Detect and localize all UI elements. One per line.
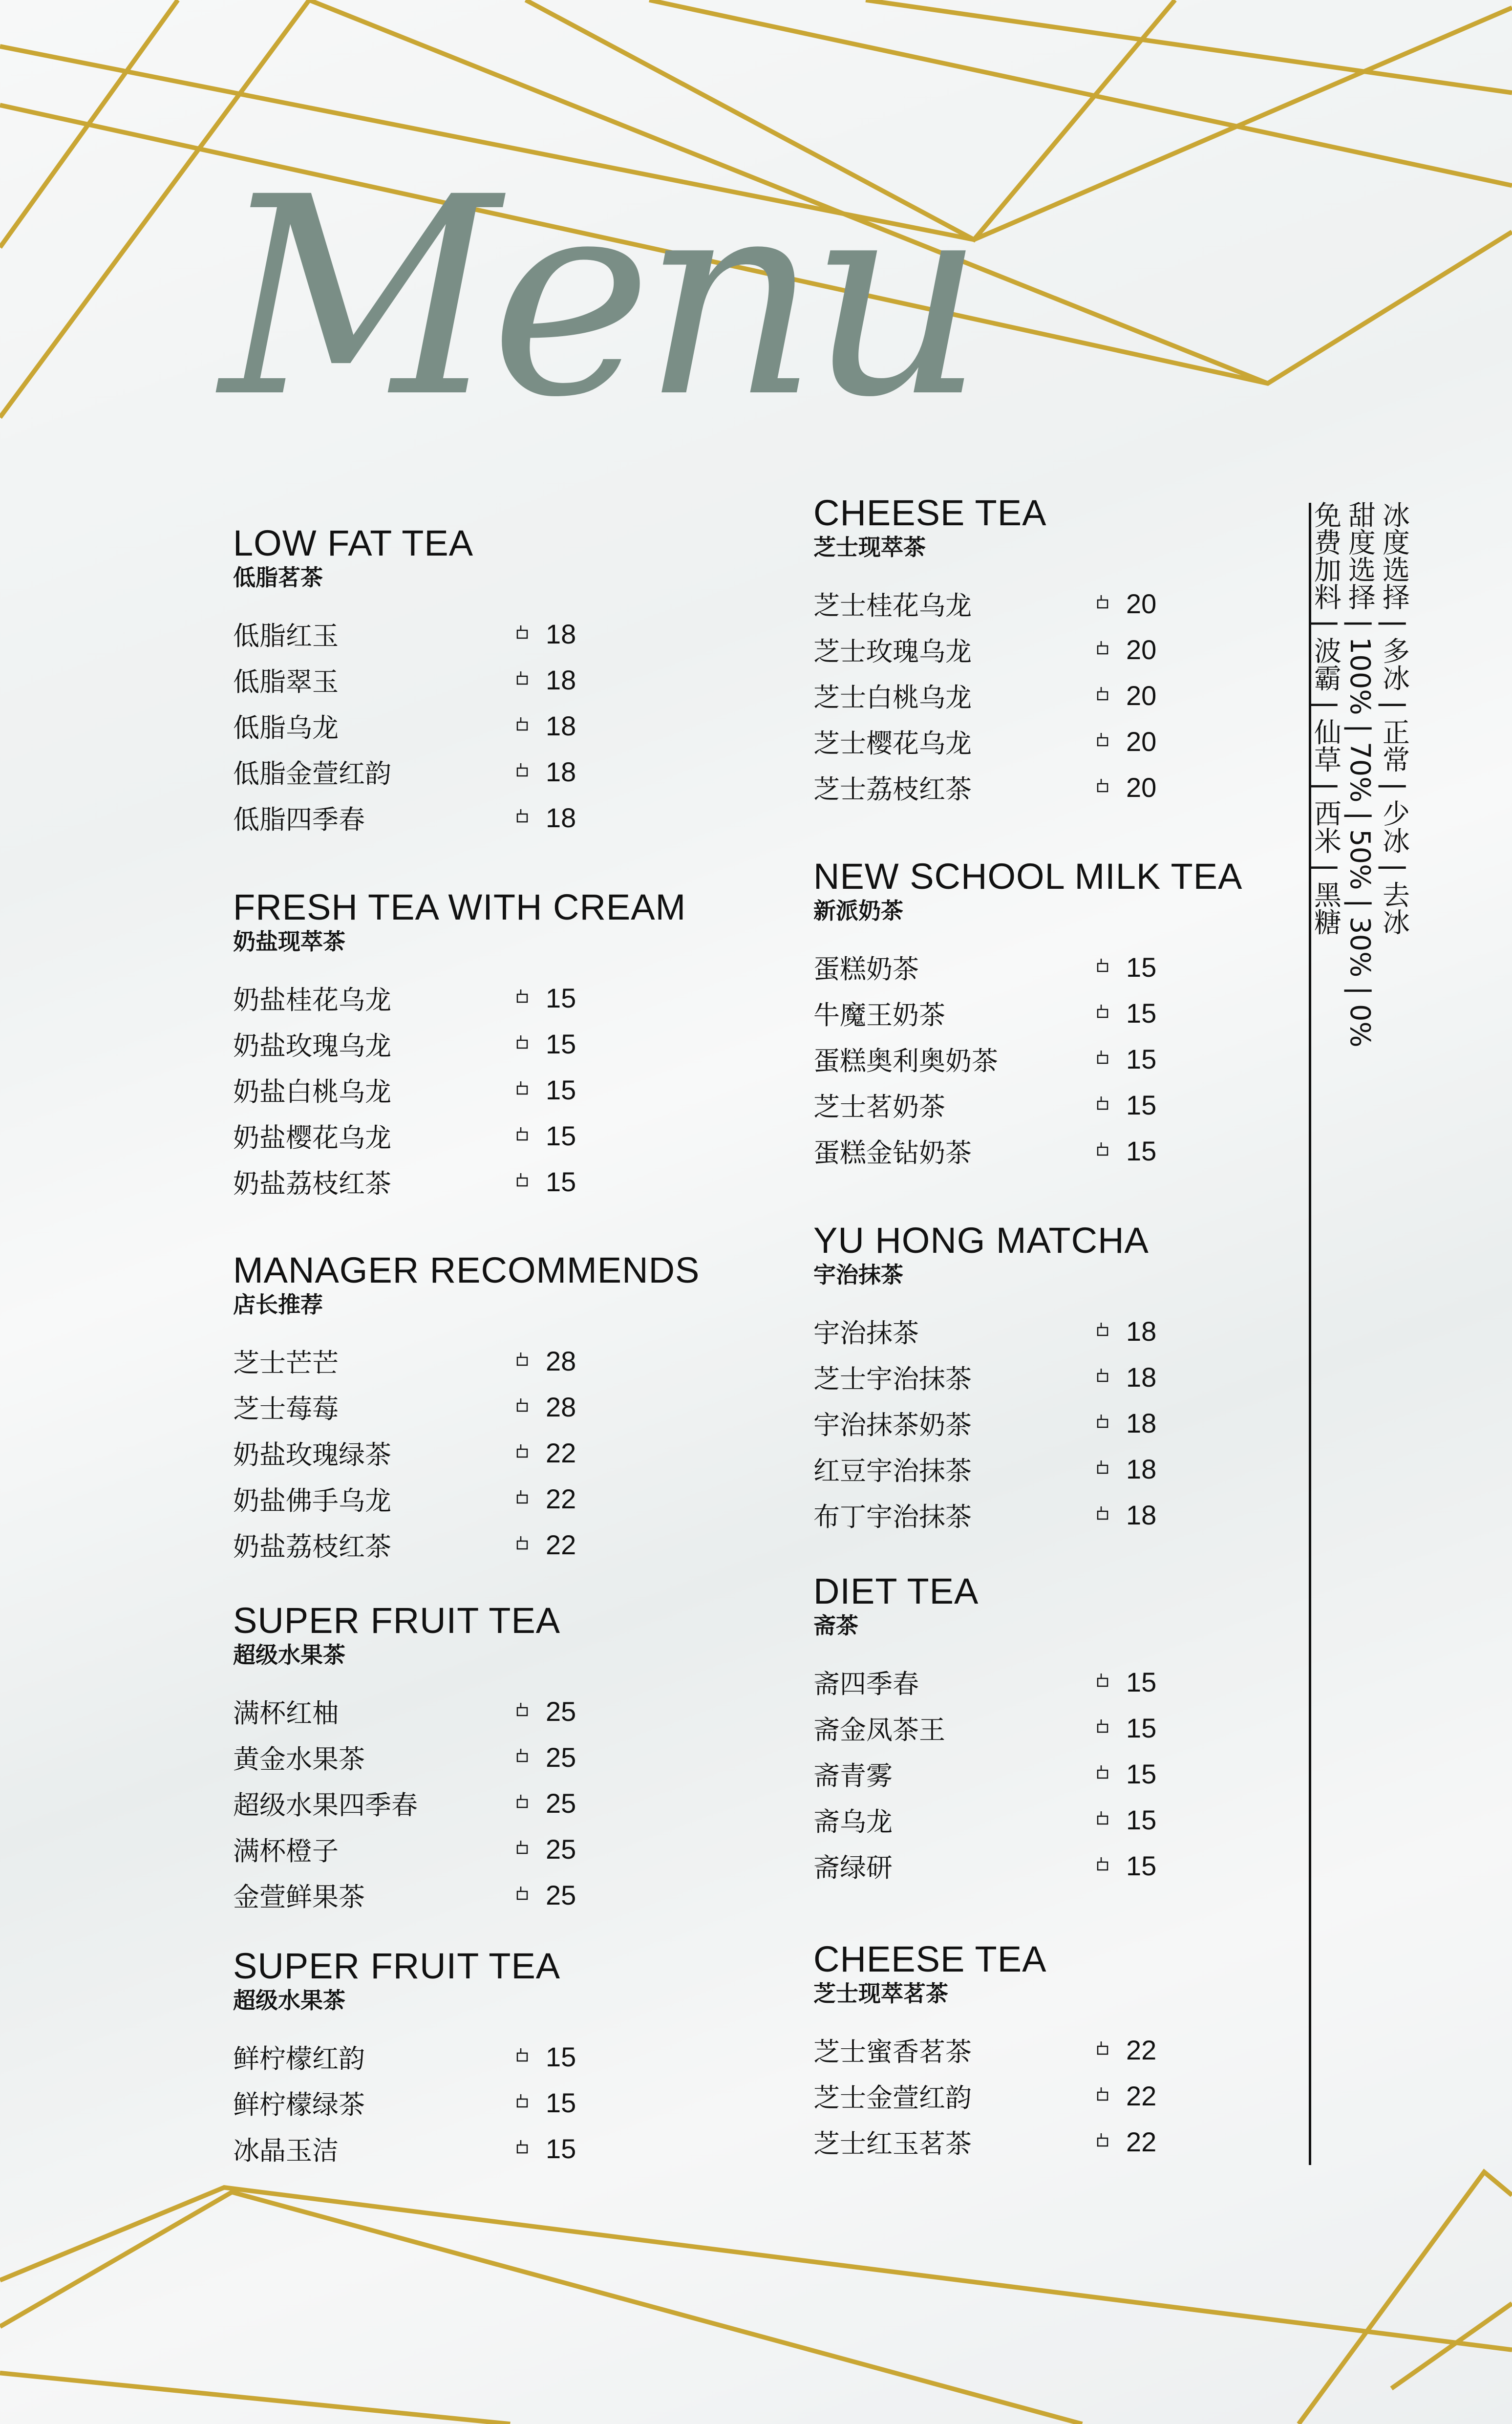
- item-name: 斋乌龙: [813, 1806, 893, 1837]
- item-name: 蛋糕金钻奶茶: [813, 1137, 972, 1168]
- cup-icon: [516, 2139, 528, 2154]
- free-toppings-options: 免费加料 | 波霸 | 仙草 | 西米 | 黑糖: [1310, 501, 1342, 936]
- item-name: 超级水果四季春: [233, 1789, 418, 1821]
- menu-item: [813, 1659, 1375, 1705]
- item-name: 芝士桂花乌龙: [813, 590, 972, 621]
- item-price: 20: [1126, 634, 1157, 665]
- item-price: 15: [1126, 1850, 1157, 1881]
- menu-item: [813, 1308, 1375, 1354]
- item-name: 斋绿研: [813, 1852, 893, 1883]
- item-price: 25: [546, 1879, 576, 1910]
- cup-icon: [516, 670, 528, 685]
- section-title-en: LOW FAT TEA: [233, 523, 474, 563]
- menu-item: [233, 1384, 795, 1430]
- item-price: 15: [1126, 1804, 1157, 1835]
- cup-icon: [516, 624, 528, 639]
- item-name: 奶盐玫瑰绿茶: [233, 1439, 391, 1470]
- item-name: 蛋糕奥利奥奶茶: [813, 1045, 998, 1076]
- cup-icon: [516, 1886, 528, 1900]
- item-name: 芝士宇治抹茶: [813, 1363, 972, 1394]
- menu-item: [233, 1476, 795, 1522]
- cup-icon: [1097, 1050, 1108, 1064]
- item-name: 芝士红玉茗茶: [813, 2128, 972, 2159]
- item-name: 奶盐桂花乌龙: [233, 984, 391, 1015]
- item-name: 低脂红玉: [233, 620, 339, 651]
- menu-item: [813, 764, 1375, 810]
- menu-item: [813, 1446, 1375, 1492]
- item-price: 15: [1126, 1712, 1157, 1743]
- item-name: 芝士莓莓: [233, 1393, 339, 1424]
- menu-section: [233, 887, 795, 1204]
- menu-item: [813, 2073, 1375, 2119]
- menu-item: [813, 1082, 1375, 1128]
- cup-icon: [1097, 1095, 1108, 1110]
- menu-section: [813, 856, 1375, 1174]
- item-name: 斋金凤茶王: [813, 1714, 945, 1745]
- section-title-cn: 店长推荐: [233, 1291, 323, 1318]
- item-price: 15: [1126, 1135, 1157, 1166]
- item-price: 20: [1126, 680, 1157, 711]
- cup-icon: [516, 1443, 528, 1458]
- item-name: 黄金水果茶: [233, 1743, 365, 1775]
- item-price: 20: [1126, 588, 1157, 619]
- menu-section: [233, 1600, 795, 1918]
- item-price: 18: [1126, 1453, 1157, 1484]
- item-name: 冰晶玉洁: [233, 2135, 339, 2166]
- menu-section: [233, 1946, 795, 2171]
- item-price: 15: [546, 2087, 576, 2118]
- section-title-cn: 新派奶茶: [813, 898, 903, 924]
- item-price: 18: [1126, 1407, 1157, 1438]
- cup-icon: [1097, 778, 1108, 793]
- item-name: 芝士芒芒: [233, 1347, 339, 1378]
- menu-item: [813, 1797, 1375, 1843]
- cup-icon: [1097, 1718, 1108, 1733]
- menu-item: [233, 1021, 795, 1067]
- section-title-cn: 斋茶: [813, 1612, 858, 1639]
- section-title-cn: 超级水果茶: [233, 1642, 345, 1668]
- item-price: 15: [546, 2041, 576, 2072]
- item-name: 奶盐樱花乌龙: [233, 1122, 391, 1153]
- cup-icon: [516, 1840, 528, 1854]
- menu-item: [813, 1492, 1375, 1538]
- menu-section: [813, 493, 1375, 810]
- cup-icon: [1097, 2040, 1108, 2055]
- item-price: 18: [546, 802, 576, 833]
- menu-item: [233, 1067, 795, 1113]
- item-name: 鲜柠檬绿茶: [233, 2089, 365, 2120]
- section-title-cn: 奶盐现萃茶: [233, 928, 345, 955]
- item-price: 28: [546, 1345, 576, 1376]
- cup-icon: [516, 808, 528, 823]
- item-name: 宇治抹茶奶茶: [813, 1409, 972, 1440]
- item-price: 15: [1126, 997, 1157, 1029]
- menu-section: [813, 1220, 1375, 1538]
- menu-section: [813, 1571, 1375, 1888]
- item-name: 低脂金萱红韵: [233, 758, 391, 789]
- menu-item: [813, 718, 1375, 764]
- cup-icon: [1097, 732, 1108, 747]
- item-name: 斋四季春: [813, 1668, 919, 1699]
- item-price: 15: [546, 1166, 576, 1197]
- item-name: 红豆宇治抹茶: [813, 1455, 972, 1486]
- cup-icon: [516, 1397, 528, 1412]
- menu-section: [813, 1939, 1375, 2165]
- cup-icon: [516, 988, 528, 1003]
- section-title-cn: 超级水果茶: [233, 1987, 345, 2014]
- menu-item: [813, 580, 1375, 626]
- cup-icon: [516, 762, 528, 777]
- item-price: 15: [546, 1074, 576, 1105]
- menu-item: [813, 626, 1375, 672]
- menu-item: [813, 1036, 1375, 1082]
- item-price: 15: [1126, 1043, 1157, 1074]
- cup-icon: [1097, 1414, 1108, 1428]
- item-price: 28: [546, 1391, 576, 1422]
- section-title-en: CHEESE TEA: [813, 1939, 1047, 1979]
- menu-item: [233, 2125, 795, 2171]
- item-price: 22: [546, 1483, 576, 1514]
- item-name: 芝士樱花乌龙: [813, 728, 972, 759]
- menu-item: [233, 1734, 795, 1780]
- cup-icon: [516, 1748, 528, 1762]
- item-price: 25: [546, 1741, 576, 1773]
- menu-item: [233, 794, 795, 840]
- item-price: 15: [1126, 951, 1157, 983]
- ice-level-options: 冰度选择 | 多冰 | 正常 | 少冰 | 去冰: [1378, 501, 1410, 936]
- cup-icon: [1097, 1368, 1108, 1382]
- item-price: 18: [546, 756, 576, 787]
- menu-item: [233, 1338, 795, 1384]
- menu-item: [813, 1751, 1375, 1797]
- section-title-en: MANAGER RECOMMENDS: [233, 1250, 700, 1290]
- cup-icon: [516, 1034, 528, 1049]
- item-price: 15: [546, 982, 576, 1013]
- menu-item: [233, 749, 795, 794]
- cup-icon: [1097, 1856, 1108, 1871]
- cup-icon: [1097, 686, 1108, 701]
- menu-item: [233, 2080, 795, 2125]
- cup-icon: [1097, 1322, 1108, 1336]
- cup-icon: [1097, 640, 1108, 655]
- menu-item: [233, 703, 795, 749]
- item-name: 奶盐荔枝红茶: [233, 1168, 391, 1199]
- section-title-en: YU HONG MATCHA: [813, 1220, 1149, 1261]
- menu-item: [233, 1780, 795, 1826]
- item-price: 22: [1126, 2034, 1157, 2065]
- menu-item: [813, 990, 1375, 1036]
- menu-title: Menu: [220, 139, 976, 457]
- item-price: 15: [546, 2133, 576, 2164]
- item-name: 牛魔王奶茶: [813, 999, 945, 1030]
- cup-icon: [1097, 1004, 1108, 1018]
- cup-icon: [1097, 1764, 1108, 1779]
- item-price: 18: [546, 710, 576, 741]
- cup-icon: [1097, 1505, 1108, 1520]
- side-options: [1310, 501, 1411, 1106]
- item-name: 奶盐荔枝红茶: [233, 1531, 391, 1562]
- menu-item: [813, 1354, 1375, 1400]
- item-price: 15: [1126, 1758, 1157, 1789]
- item-name: 满杯红柚: [233, 1697, 339, 1729]
- item-price: 18: [546, 618, 576, 649]
- menu-item: [233, 657, 795, 703]
- section-title-cn: 芝士现萃茶: [813, 534, 926, 560]
- menu-item: [813, 672, 1375, 718]
- item-price: 15: [1126, 1666, 1157, 1697]
- menu-item: [813, 944, 1375, 990]
- item-name: 布丁宇治抹茶: [813, 1501, 972, 1532]
- item-name: 金萱鲜果茶: [233, 1881, 365, 1912]
- item-price: 18: [1126, 1315, 1157, 1347]
- item-price: 22: [546, 1529, 576, 1560]
- item-price: 20: [1126, 726, 1157, 757]
- section-title-cn: 芝士现萃茗茶: [813, 1980, 948, 2007]
- item-name: 奶盐白桃乌龙: [233, 1076, 391, 1107]
- item-name: 芝士玫瑰乌龙: [813, 636, 972, 667]
- menu-item: [813, 1128, 1375, 1174]
- item-name: 芝士荔枝红茶: [813, 773, 972, 805]
- menu-item: [813, 2119, 1375, 2165]
- cup-icon: [1097, 2086, 1108, 2101]
- menu-item: [233, 1522, 795, 1567]
- section-title-en: SUPER FRUIT TEA: [233, 1600, 561, 1641]
- item-price: 25: [546, 1695, 576, 1727]
- item-price: 15: [546, 1120, 576, 1151]
- cup-icon: [1097, 594, 1108, 609]
- menu-item: [813, 1400, 1375, 1446]
- section-title-en: NEW SCHOOL MILK TEA: [813, 856, 1243, 897]
- menu-item: [813, 1705, 1375, 1751]
- menu-item: [233, 1688, 795, 1734]
- item-price: 20: [1126, 772, 1157, 803]
- item-price: 22: [1126, 2080, 1157, 2111]
- cup-icon: [516, 1080, 528, 1095]
- item-name: 宇治抹茶: [813, 1317, 919, 1349]
- menu-item: [233, 975, 795, 1021]
- section-title-cn: 宇治抹茶: [813, 1262, 903, 1288]
- item-price: 18: [546, 664, 576, 695]
- cup-icon: [1097, 2132, 1108, 2147]
- item-price: 22: [1126, 2126, 1157, 2157]
- item-name: 奶盐玫瑰乌龙: [233, 1030, 391, 1061]
- item-name: 低脂四季春: [233, 804, 365, 835]
- section-title-cn: 低脂茗茶: [233, 564, 323, 591]
- cup-icon: [516, 1489, 528, 1504]
- item-price: 18: [1126, 1499, 1157, 1530]
- item-price: 15: [1126, 1089, 1157, 1120]
- item-name: 低脂翠玉: [233, 666, 339, 697]
- menu-item: [813, 2027, 1375, 2073]
- cup-icon: [1097, 958, 1108, 972]
- cup-icon: [516, 2093, 528, 2108]
- cup-icon: [516, 1351, 528, 1366]
- item-price: 15: [546, 1028, 576, 1059]
- item-price: 25: [546, 1833, 576, 1865]
- cup-icon: [516, 1535, 528, 1550]
- cup-icon: [1097, 1673, 1108, 1687]
- cup-icon: [516, 716, 528, 731]
- item-name: 芝士金萱红韵: [813, 2082, 972, 2113]
- item-name: 满杯橙子: [233, 1835, 339, 1866]
- menu-item: [233, 1113, 795, 1158]
- menu-section: [233, 1250, 795, 1567]
- item-name: 蛋糕奶茶: [813, 953, 919, 985]
- section-title-en: SUPER FRUIT TEA: [233, 1946, 561, 1986]
- cup-icon: [1097, 1810, 1108, 1825]
- item-name: 低脂乌龙: [233, 712, 339, 743]
- item-name: 斋青雾: [813, 1760, 893, 1791]
- item-price: 18: [1126, 1361, 1157, 1393]
- item-price: 22: [546, 1437, 576, 1468]
- cup-icon: [516, 1794, 528, 1808]
- cup-icon: [1097, 1141, 1108, 1156]
- section-title-en: CHEESE TEA: [813, 493, 1047, 533]
- item-name: 鲜柠檬红韵: [233, 2043, 365, 2074]
- menu-item: [233, 1430, 795, 1476]
- menu-item: [233, 1872, 795, 1918]
- cup-icon: [1097, 1459, 1108, 1474]
- menu-item: [233, 611, 795, 657]
- item-name: 芝士蜜香茗茶: [813, 2036, 972, 2067]
- item-name: 奶盐佛手乌龙: [233, 1485, 391, 1516]
- cup-icon: [516, 1172, 528, 1187]
- menu-item: [233, 1158, 795, 1204]
- cup-icon: [516, 2047, 528, 2062]
- item-name: 芝士茗奶茶: [813, 1091, 945, 1122]
- menu-item: [813, 1843, 1375, 1888]
- item-name: 芝士白桃乌龙: [813, 682, 972, 713]
- sweetness-options: 甜度选择 | 100% | 70% | 50% | 30% | 0%: [1344, 501, 1376, 1048]
- cup-icon: [516, 1126, 528, 1141]
- item-price: 25: [546, 1787, 576, 1819]
- menu-section: [233, 523, 795, 840]
- cup-icon: [516, 1702, 528, 1716]
- section-title-en: FRESH TEA WITH CREAM: [233, 887, 686, 927]
- section-title-en: DIET TEA: [813, 1571, 979, 1611]
- menu-item: [233, 2034, 795, 2080]
- menu-item: [233, 1826, 795, 1872]
